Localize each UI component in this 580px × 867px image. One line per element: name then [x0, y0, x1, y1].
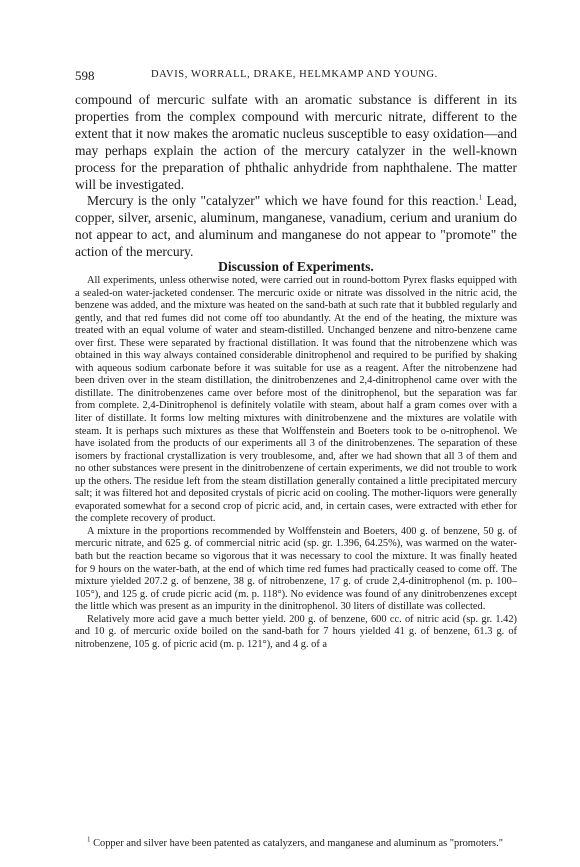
footnote-marker: 1 — [87, 835, 91, 844]
paragraph-methods: All experiments, unless otherwise noted, were carried out in round-bottom Pyrex flasks equipped with a sealed-on water-jacketed condenser. The mercuric oxide or nitrate was dissolved in the nitric acid, the benzene was added, and the mixture was heated on the sand-bath at such rate that it bubbled regularly and gently, and that red fumes did not come off too abundantly. At the end of the heating, the mixture was treated with an equal volume of water and steam-distilled. Unchanged benzene and nitro-benzene came over first. These were separated by fractional distillation. It was found that the nitrobenzene which was obtained in this way always contained considerable dinitrophenol and required to be purified by shaking with aqueous sodium carbonate before it was suitable for use as a reagent. After the nitrobenzene had been driven over in the steam distillation, the dinitrobenzenes and 2,4-dinitrophenol came over with the distillate. The dinitrobenzenes came over before most of the dinitrophenol, but the separation was far from complete. 2,4-Dinitrophenol is definitely volatile with steam, about half a gram comes over with a liter of distillate. It forms low melting mixtures with dinitrobenzene and the mixtures are volatile with steam. It is perhaps such mixtures as these that Wolffenstein and Boeters took to be o-nitrophenol. We have isolated from the products of our experiments all 3 of the dinitrobenzenes. The separation of these isomers by fractional crystallization is very troublesome, and, after we had shown that all 3 of them and no other substances were present in the dinitrobenzene of certain experiments, we did not trouble to work up the others. The residue left from the steam distillation generally contained a little precipitated mercury salt; it was filtered hot and deposited crystals of picric acid on cooling. The mother-liquors were generally evaporated somewhat for a second crop of picric acid, and, in certain cases, were extracted with ether for the complete recovery of product. — [75, 275, 517, 525]
paragraph-catalyzer — [75, 193, 517, 261]
footnote-reference: 1 — [478, 193, 483, 202]
paragraph-metals-text: Lead, copper, silver, arsenic, aluminum, manganese, vanadium, cerium and uranium do not appear to act, and aluminum and manganese do not appear to "promote" the action of the mercury. — [75, 193, 518, 260]
footnote — [75, 835, 517, 851]
paragraph-more-acid: Relatively more acid gave a much better yield. 200 g. of benzene, 600 cc. of nitric acid (sp. gr. 1.42) and 10 g. of mercuric oxide boiled on the sand-bath for 7 hours yielded 41 g. of benzene, 61.3 g. of nitrobenzene, 105 g. of picric acid (m. p. 121°), and 4 g. of a — [75, 613, 517, 650]
paragraph-wolffenstein-mixture: A mixture in the proportions recommended by Wolffenstein and Boeters, 400 g. of benzene, 50 g. of mercuric nitrate, and 625 g. of commercial nitric acid (sp. gr. 1.396, 64.25%), was warmed on the water-bath but the reaction became so vigorous that it was necessary to cool the mixture. It was finally heated for 9 hours on the water-bath, at the end of which time red fumes had practically ceased to come off. The mixture yielded 207.2 g. of benzene, 38 g. of nitrobenzene, 17 g. of crude 2,4-dinitrophenol (m. p. 100–105°), and 125 g. of crude picric acid (m. p. 118°). No evidence was found of any dinitrobenzenes except the little which was present as an impurity in the dinitrophenol. 30 liters of distillate was collected. — [75, 525, 517, 613]
running-head: DAVIS, WORRALL, DRAKE, HELMKAMP AND YOUNG. — [151, 69, 438, 80]
body-text-large — [75, 92, 517, 261]
paragraph-catalyzer-text: Mercury is the only "catalyzer" which we have found for this reaction. — [87, 193, 479, 209]
page-header — [75, 68, 517, 84]
section-heading: Discussion of Experiments. — [218, 259, 374, 274]
paragraph-continuation: compound of mercuric sulfate with an aromatic substance is different in its properties from the complex compound with mercuric nitrate, different to the extent that it now makes the aromatic nucleus susceptible to easy oxidation—and may perhaps explain the action of the mercury catalyzer in the well-known process for the preparation of phthalic anhydride from naphthalene. The matter will be investigated. — [75, 92, 517, 192]
footnote-text: Copper and silver have been patented as catalyzers, and manganese and aluminum as "promoters." — [93, 838, 503, 849]
body-text-small — [75, 275, 517, 651]
page-number: 598 — [75, 68, 95, 83]
